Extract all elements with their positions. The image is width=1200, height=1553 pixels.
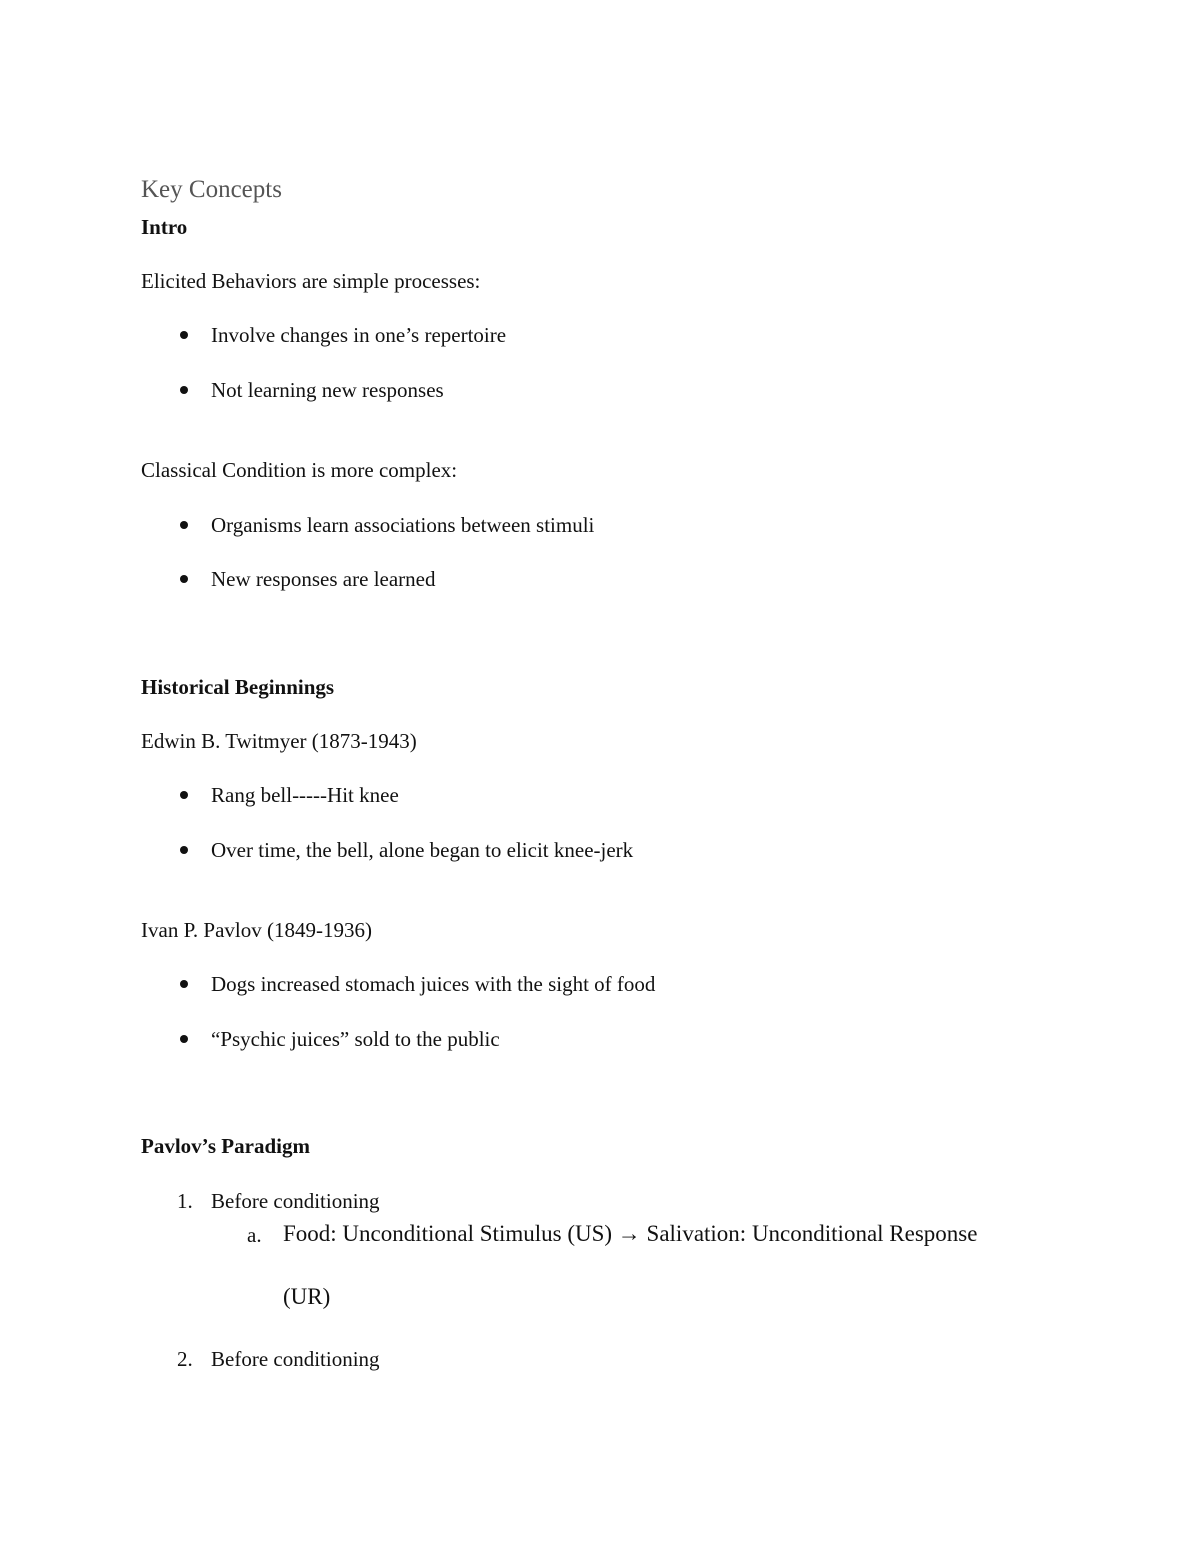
bullet-dot [180, 575, 188, 583]
heading-historical: Historical Beginnings [141, 675, 335, 699]
sub-list-item-line2: (UR) [283, 1284, 331, 1309]
heading-paradigm: Pavlov’s Paradigm [141, 1134, 310, 1158]
bullet-item: Dogs increased stomach juices with the sight of food [211, 972, 656, 996]
bullet-dot [180, 1035, 188, 1043]
paragraph-pavlov: Ivan P. Pavlov (1849-1936) [141, 918, 372, 942]
bullet-item: “Psychic juices” sold to the public [211, 1027, 500, 1051]
list-item: Before conditioning [211, 1189, 380, 1213]
bullet-dot [180, 846, 188, 854]
bullet-item: Over time, the bell, alone began to elicit knee-jerk [211, 838, 634, 862]
paragraph-elicited: Elicited Behaviors are simple processes: [141, 269, 481, 293]
heading-intro: Intro [141, 215, 188, 239]
bullet-item: Rang bell-----Hit knee [211, 783, 399, 807]
page-title: Key Concepts [141, 176, 282, 203]
bullet-item: Not learning new responses [211, 378, 444, 402]
bullet-dot [180, 791, 188, 799]
bullet-dot [180, 521, 188, 529]
list-number: 1. [177, 1189, 193, 1213]
bullet-dot [180, 980, 188, 988]
list-item: Before conditioning [211, 1347, 380, 1371]
bullet-item: New responses are learned [211, 567, 436, 591]
paragraph-classical: Classical Condition is more complex: [141, 458, 458, 482]
bullet-item: Organisms learn associations between stimuli [211, 513, 595, 537]
bullet-item: Involve changes in one’s repertoire [211, 323, 507, 347]
bullet-dot [180, 331, 188, 339]
sub-list-letter: a. [247, 1223, 262, 1247]
sub-list-item-line1: Food: Unconditional Stimulus (US) → Salivation: Unconditional Response [283, 1221, 978, 1246]
paragraph-twitmyer: Edwin B. Twitmyer (1873-1943) [141, 729, 417, 753]
list-number: 2. [177, 1347, 193, 1371]
bullet-dot [180, 386, 188, 394]
